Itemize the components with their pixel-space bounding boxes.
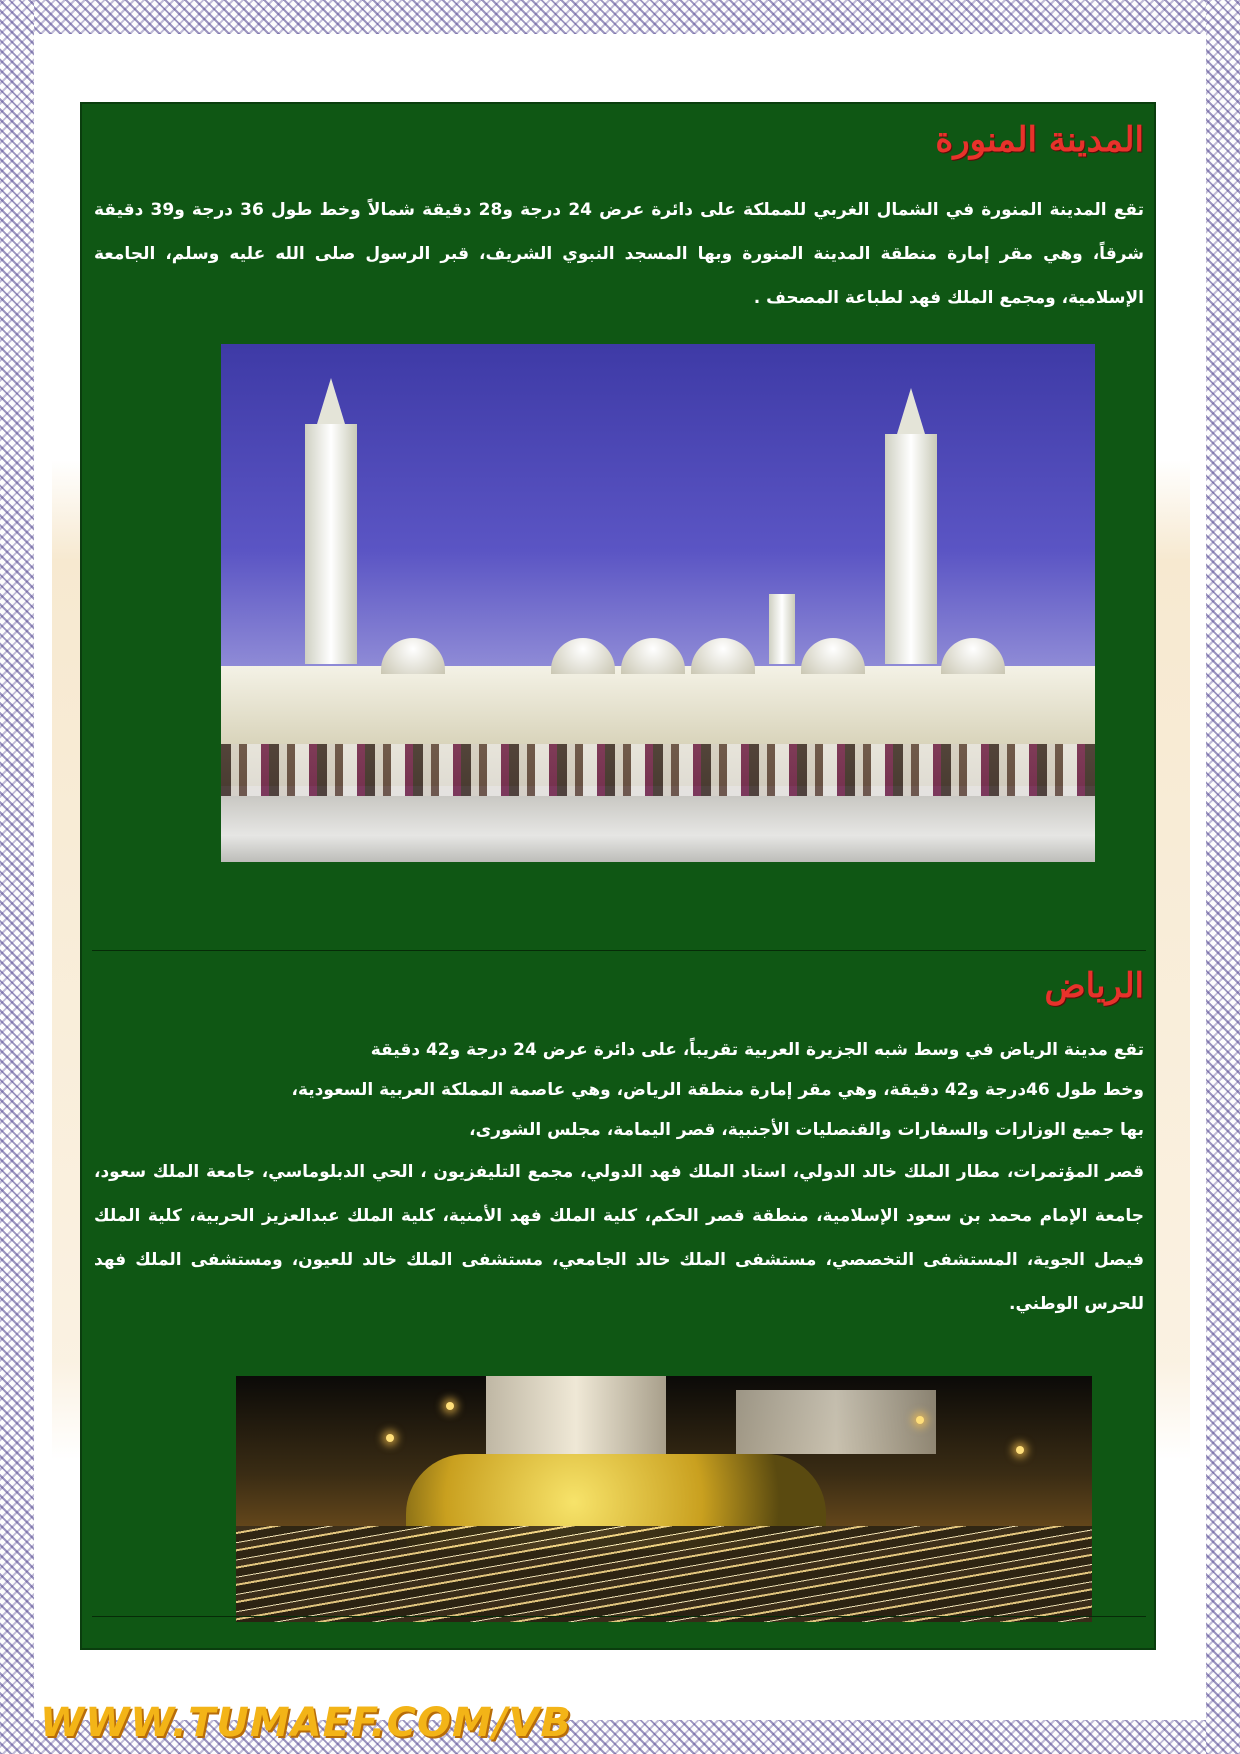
minaret-left-cap (317, 378, 345, 424)
madinah-mosque-photo (221, 344, 1095, 862)
riyadh-night-photo (236, 1376, 1092, 1622)
section-divider (92, 950, 1146, 951)
riyadh-intro-lines (94, 1030, 1144, 1150)
street-lamp (1016, 1446, 1024, 1454)
content-panel (80, 102, 1156, 1650)
dome (551, 638, 615, 674)
street-lamp (446, 1402, 454, 1410)
street-lamp (386, 1434, 394, 1442)
minaret-center (769, 594, 795, 664)
riyadh-title: الرياض (1044, 966, 1144, 1006)
site-watermark-logo: WWW.TUMAEF.COM/VB (40, 1700, 572, 1746)
crowd (221, 744, 1095, 796)
building (736, 1390, 936, 1454)
light-trails-road (236, 1526, 1092, 1622)
riyadh-paragraph-text: قصر المؤتمرات، مطار الملك خالد الدولي، استاد الملك فهد الدولي، مجمع التليفزيون ، الحي الدبلوماسي، جامعة الملك سعود، جامعة الإمام محمد بن سعود الإسلامية، منطقة قصر الحكم، كلية الملك فهد الأمنية، كلية الملك عبدالعزيز الحربية، كلية الملك فيصل الجوية، المستشفى التخصصي، مستشفى الملك خالد الجامعي، مستشفى الملك خالد للعيون، ومستشفى الملك فهد للحرس الوطني. (94, 1162, 1144, 1314)
madinah-paragraph (94, 188, 1144, 320)
dome (381, 638, 445, 674)
minaret-right-cap (897, 388, 925, 434)
decorative-border-right (1206, 0, 1240, 1754)
decorative-border-top (0, 0, 1240, 34)
dome (801, 638, 865, 674)
madinah-paragraph-text: تقع المدينة المنورة في الشمال الغربي للمملكة على دائرة عرض 24 درجة و28 دقيقة شمالاً وخط طول 36 درجة و39 دقيقة شرقاً، وهي مقر إمارة منطقة المدينة المنورة وبها المسجد النبوي الشريف، قبر الرسول صلى الله عليه وسلم، الجامعة الإسلامية، ومجمع الملك فهد لطباعة المصحف . (94, 200, 1144, 308)
riyadh-paragraph (94, 1150, 1144, 1326)
background-band-right (1150, 460, 1190, 1460)
riyadh-line-2: وخط طول 46درجة و42 دقيقة، وهي مقر إمارة منطقة الرياض، وهي عاصمة المملكة العربية السعودية، (291, 1080, 1144, 1100)
street-lamp (916, 1416, 924, 1424)
riyadh-line-1: تقع مدينة الرياض في وسط شبه الجزيرة العربية تقريباً، على دائرة عرض 24 درجة و42 دقيقة (370, 1040, 1144, 1060)
dome (621, 638, 685, 674)
madinah-title: المدينة المنورة (935, 120, 1144, 160)
dome (691, 638, 755, 674)
courtyard-floor (221, 796, 1095, 862)
minaret-left (305, 424, 357, 664)
riyadh-line-3: بها جميع الوزارات والسفارات والقنصليات الأجنبية، قصر اليمامة، مجلس الشورى، (469, 1120, 1144, 1140)
section-divider (92, 1616, 1146, 1617)
minaret-right (885, 434, 937, 664)
dome (941, 638, 1005, 674)
building (486, 1376, 666, 1466)
decorative-border-left (0, 0, 34, 1754)
